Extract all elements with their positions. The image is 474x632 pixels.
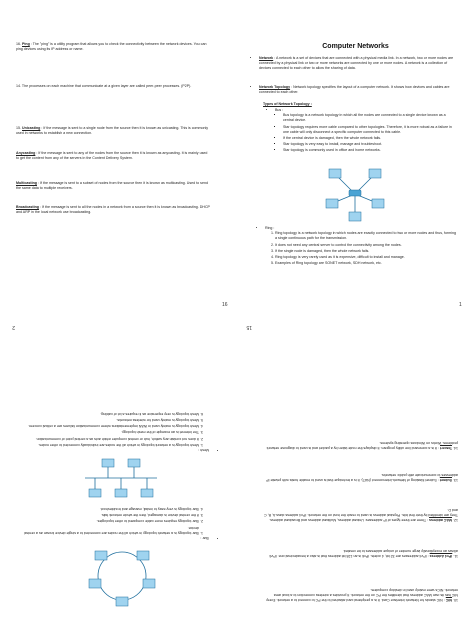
list-item: 1. Star topology is a network topology in which all the nodes are connected to a single device known as a central device. — [17, 524, 199, 534]
tree-topology-diagram — [81, 458, 161, 498]
list-item: 2. It does not contain any switch, hub or central computer which acts as a central point of communication. — [17, 435, 199, 440]
broadcasting-paragraph: Broadcasting : If the message is sent to all the nodes in a network from a source then it is known as broadcasting. DHCP and ARP in the local network use broadcasting. — [16, 205, 210, 215]
ping-paragraph: 16. Ping : The "ping" is a utility program that allows you to check the connectivity between the network devices. You can ping devices using its IP address or name. — [16, 42, 207, 52]
computer-icon — [115, 489, 127, 497]
topology-definition — [251, 85, 456, 96]
list-item: • Network : A network is a set of devices that are connected with a physical media link. In a network, two or more nodes are connected by a physical link or two or more networks are connected by one or more nodes. A network is a collection of devices connected to each other to allow the sharing of data. — [259, 56, 456, 72]
hub-icon — [349, 190, 361, 196]
computer-icon — [89, 489, 101, 497]
nic-paragraph: 10. NIC : NIC stands for Network Interface Card. It is a peripheral card attached to the PC to connect to a network. Every NIC has its own MAC address that identifies the PC on the network. It provides a wireless connection to a local area network. NICs were mainly used in desktop computers. — [266, 587, 458, 602]
ping-term: Ping — [22, 42, 30, 46]
computer-icon — [369, 169, 381, 178]
list-item: • Network Topology : Network topology specifies the layout of a computer network. It shows how devices and cables are connected to each other. — [259, 85, 456, 95]
computer-icon — [89, 579, 101, 588]
list-item: • Star : 1. Star topology is a network topology in which all the nodes are connected to a single device known as a central device. 2. Star topology requires more cable compared to other topologies. 3. If the central device is damaged, then the whole network fails. 4. Star topology is very easy to install, manage and troubleshoot. — [17, 506, 209, 540]
list-item: 6. Mesh topology is very expensive as it requires a lot of cabling. — [17, 411, 199, 416]
list-item: 5. Mesh topology is mainly used for wireless networks. — [17, 417, 199, 422]
page-number: 2 — [12, 324, 15, 330]
list-item: 3. If the single node is damaged, then the whole network fails. — [275, 249, 457, 254]
peer-processes-paragraph: 14. The processes on each machine that communicate at a given layer are called peer-peer processes. (P2P). — [16, 84, 192, 88]
list-item: 1. Ring topology is a network topology in which nodes are exactly connected to two or more nodes and thus, forming a single continuous path for the transmission. — [275, 231, 457, 241]
types-heading: Types of Network Topology : — [263, 102, 312, 106]
tracert-paragraph: 14. Tracert : It is a command line utility program. It displays the route taken by a packet and is used to diagnose network problems. Works on Windows operating systems. — [266, 440, 458, 450]
computer-icon — [116, 597, 128, 606]
computer-icon — [102, 459, 114, 467]
list-item: 5. Examples of Ring topology are SONET network, SDH network, etc. — [275, 261, 457, 266]
broadcasting-term: Broadcasting — [16, 205, 39, 209]
subnet-paragraph: 13. Subnet : Subnet Masking of Network-Interconnect (NAT). It is a technique that is used to enable hosts with private IP addresses to communicate with public networks. — [266, 472, 458, 482]
page-15 — [237, 316, 474, 632]
list-item: • Bus : ▪ Bus topology is a network topology in which all the nodes are connected to a single device known as a central device. ▪ Star topology requires more cable compared to other topologies. Therefore, it is more robust as a failure in one cable will only disconnect a specific computer connected to this cable. ▪ If the central device is damaged, then the whole network fails. ▪ Star topology is very easy to install, manage and troubleshoot. ▪ Star topology is commonly used in office and home networks. — [275, 108, 457, 154]
page-1 — [237, 0, 474, 316]
ring-section — [257, 226, 457, 267]
list-item: ▪ Bus topology is a network topology in which all the nodes are connected to a single device known as a central device. — [283, 113, 457, 123]
list-item: 1. Mesh topology is a network topology in which all the nodes are individually connected to other nodes. — [17, 442, 199, 447]
list-item: ▪ Star topology is very easy to install, manage and troubleshoot. — [283, 142, 457, 147]
page-number: 16 — [222, 302, 228, 308]
computer-icon — [143, 579, 155, 588]
list-item: ▪ Star topology requires more cable compared to other topologies. Therefore, it is more robust as a failure in one cable will only disconnect a specific computer connected to this cable. — [283, 125, 457, 135]
multicasting-term: Multicasting — [16, 181, 37, 185]
computer-icon — [349, 212, 361, 221]
computer-icon — [141, 489, 153, 497]
page-number: 1 — [459, 302, 462, 308]
ring-topology-diagram — [87, 544, 157, 608]
page-16 — [0, 0, 237, 316]
list-item: ▪ If the central device is damaged, then the whole network fails. — [283, 136, 457, 141]
page-title: Computer Networks — [322, 43, 389, 50]
list-item: 2. Star topology requires more cable compared to other topologies. — [17, 518, 199, 523]
unicasting-term: Unicasting — [22, 126, 41, 130]
computer-icon — [95, 551, 107, 560]
list-item: • Ring : 1. Ring topology is a network topology in which nodes are exactly connected to two or more nodes and thus, forming a single continuous path for the transmission. 2. It does not need any central server to control the connectivity among the nodes. 3. If the single node is damaged, then the whole network fails. 4. Ring topology is very rarely used as it is expensive, difficult to install and manage. 5. Examples of Ring topology are SONET network, SDH network, etc. — [265, 226, 457, 266]
list-item: 4. Ring topology is very rarely used as it is expensive, difficult to install and manage. — [275, 255, 457, 260]
multicasting-paragraph: Multicasting : If the message is sent to a subset of nodes from the source then it is known as multicasting. Used to send the same data to multiple receivers. — [16, 181, 208, 191]
unicasting-paragraph: 15. Unicasting : If the message is sent to a single node from the source then it is known as unicasting. This is commonly used in networks to establish a new connection. — [16, 126, 209, 136]
bottom-spread-rotated — [0, 316, 474, 632]
list-item: 4. Mesh topology is mainly used in WAN implementations where communication failures are a critical concern. — [17, 423, 199, 428]
list-item: 2. It does not need any central server to control the connectivity among the nodes. — [275, 243, 457, 248]
computer-icon — [326, 199, 338, 208]
list-item: 3. The Internet is an example of the mesh topology. — [17, 429, 199, 434]
anycasting-paragraph: Anycasting : If the message is sent to any of the nodes from the source then it is known as anycasting. It is mainly used to get the content from any of the servers in the Content Delivery System. — [16, 151, 208, 161]
page-number: 15 — [246, 324, 252, 330]
ipv4-paragraph: 11. IPv4 Address : IPv4 addresses are 32 bit, 4 octets. IPv6 is an 128 bit address that is also a hexadecimal one. IPv6 allows an exceptionally large number of unique addresses to be created. — [269, 548, 458, 558]
network-definition — [251, 56, 456, 73]
anycasting-term: Anycasting — [16, 151, 36, 155]
list-item: 3. If the central device is damaged, then the whole network fails. — [17, 512, 199, 517]
bus-section — [267, 108, 457, 155]
computer-icon — [128, 459, 140, 467]
computer-icon — [329, 169, 341, 178]
star-section — [17, 505, 217, 540]
list-item: ▪ Star topology is commonly used in office and home networks. — [283, 148, 457, 153]
list-item: 4. Star topology is very easy to install, manage and troubleshoot. — [17, 506, 199, 511]
mesh-section — [17, 410, 217, 452]
star-topology-diagram — [325, 165, 385, 223]
computer-icon — [137, 551, 149, 560]
mac-paragraph: 12. MAC address : There are three types of IP addresses: Unicast address, Multicast address and Broadcast address. They are identified by their first bits. Physical address is used to reach the host on the network. IPv4 address class A, B, C and D. — [264, 507, 458, 522]
page-2 — [0, 316, 237, 632]
computer-icon — [372, 199, 384, 208]
list-item: • Mesh : 1. Mesh topology is a network topology in which all the nodes are individually connected to other nodes. 2. It does not contain any switch, hub or central computer which acts as a central point of communication. 3. The Internet is an example of the mesh topology. 4. Mesh topology is mainly used in WAN implementations where communication failures are a critical concern. 5. Mesh topology is mainly used for wireless networks. 6. Mesh topology is very expensive as it requires a lot of cabling. — [17, 411, 209, 452]
